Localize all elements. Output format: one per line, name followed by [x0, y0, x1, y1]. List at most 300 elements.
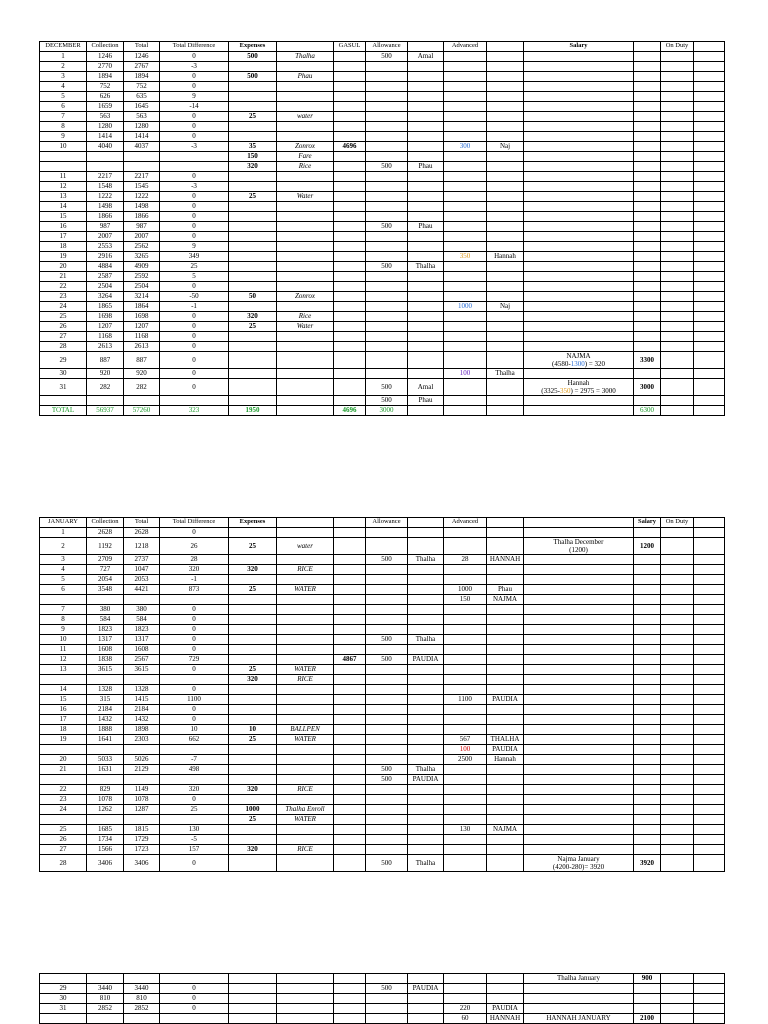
cell-allowance-amount: [366, 795, 408, 805]
cell-day: [40, 745, 87, 755]
cell-advanced-amount: [444, 262, 487, 272]
cell-expense-desc: water: [277, 538, 334, 555]
cell-on-duty: [661, 745, 694, 755]
cell-allowance-name: [408, 1004, 444, 1014]
cell-salary-desc: [524, 172, 634, 182]
cell-day: 17: [40, 232, 87, 242]
header-collection: Collection: [87, 42, 124, 52]
cell-advanced-name: [487, 406, 524, 416]
cell-gasul: [334, 795, 366, 805]
cell-total-difference: 0: [160, 112, 229, 122]
cell-salary-amount: [634, 695, 661, 705]
cell-advanced-name: [487, 52, 524, 62]
cell-total: 1047: [124, 565, 160, 575]
cell-expense-amount: [229, 342, 277, 352]
cell-expense-amount: [229, 635, 277, 645]
cell-extra: [694, 994, 725, 1004]
cell-expense-desc: [277, 605, 334, 615]
cell-salary-amount: [634, 192, 661, 202]
cell-on-duty: [661, 102, 694, 112]
cell-salary-desc: [524, 212, 634, 222]
cell-extra: [694, 242, 725, 252]
cell-allowance-name: [408, 122, 444, 132]
cell-salary-desc: [524, 615, 634, 625]
header-expense-amount: Expenses: [229, 518, 277, 528]
cell-extra: [694, 755, 725, 765]
cell-on-duty: [661, 705, 694, 715]
cell-expense-amount: [229, 755, 277, 765]
cell-allowance-name: [408, 665, 444, 675]
cell-total: 584: [124, 615, 160, 625]
cell-salary-amount: [634, 984, 661, 994]
cell-allowance-name: [408, 715, 444, 725]
cell-day: 23: [40, 795, 87, 805]
cell-extra: [694, 332, 725, 342]
cell-allowance-amount: [366, 369, 408, 379]
cell-advanced-amount: 1000: [444, 302, 487, 312]
cell-total-difference: -50: [160, 292, 229, 302]
cell-total: 2053: [124, 575, 160, 585]
cell-day: 22: [40, 282, 87, 292]
cell-salary-amount: [634, 122, 661, 132]
cell-expense-amount: [229, 62, 277, 72]
cell-expense-desc: [277, 705, 334, 715]
cell-extra: [694, 152, 725, 162]
cell-gasul: [334, 645, 366, 655]
cell-expense-desc: [277, 332, 334, 342]
cell-total-difference: [160, 396, 229, 406]
cell-on-duty: [661, 855, 694, 872]
cell-salary-amount: [634, 765, 661, 775]
cell-expense-amount: 320: [229, 312, 277, 322]
cell-allowance-amount: [366, 974, 408, 984]
cell-salary-desc: [524, 645, 634, 655]
table-row: [40, 252, 725, 262]
cell-allowance-amount: 500: [366, 379, 408, 396]
cell-collection: 2553: [87, 242, 124, 252]
cell-salary-amount: [634, 182, 661, 192]
cell-day: 29: [40, 984, 87, 994]
cell-total-difference: 0: [160, 352, 229, 369]
cell-total-difference: 0: [160, 232, 229, 242]
cell-salary-amount: [634, 585, 661, 595]
cell-gasul: [334, 369, 366, 379]
cell-allowance-amount: [366, 322, 408, 332]
cell-advanced-amount: [444, 615, 487, 625]
cell-expense-amount: [229, 182, 277, 192]
cell-allowance-name: [408, 192, 444, 202]
cell-salary-desc: [524, 745, 634, 755]
cell-total: 1222: [124, 192, 160, 202]
salary-formula-pre: (4580-: [552, 360, 571, 369]
cell-expense-desc: [277, 755, 334, 765]
cell-allowance-amount: [366, 192, 408, 202]
cell-on-duty: [661, 82, 694, 92]
cell-advanced-amount: [444, 202, 487, 212]
cell-collection: 5033: [87, 755, 124, 765]
cell-expense-amount: [229, 302, 277, 312]
cell-allowance-name: [408, 282, 444, 292]
cell-total: 2303: [124, 735, 160, 745]
cell-gasul: [334, 322, 366, 332]
cell-day: 26: [40, 322, 87, 332]
cell-collection: 56937: [87, 406, 124, 416]
header-allowance-name: [408, 518, 444, 528]
cell-advanced-name: [487, 625, 524, 635]
cell-salary-amount: [634, 92, 661, 102]
cell-on-duty: [661, 212, 694, 222]
cell-salary-desc: [524, 112, 634, 122]
cell-collection: 2587: [87, 272, 124, 282]
header-allowance-amount: Allowance: [366, 518, 408, 528]
cell-total: 1608: [124, 645, 160, 655]
cell-total: [124, 745, 160, 755]
cell-allowance-amount: [366, 528, 408, 538]
cell-gasul: [334, 379, 366, 396]
cell-day: 20: [40, 262, 87, 272]
cell-collection: 1498: [87, 202, 124, 212]
table-row: [40, 755, 725, 765]
cell-day: 7: [40, 605, 87, 615]
cell-total: 4421: [124, 585, 160, 595]
cell-day: 18: [40, 242, 87, 252]
table-row: [40, 835, 725, 845]
cell-gasul: [334, 172, 366, 182]
cell-expense-amount: [229, 396, 277, 406]
cell-allowance-amount: [366, 725, 408, 735]
cell-salary-desc: [524, 142, 634, 152]
cell-salary-desc: [524, 122, 634, 132]
cell-total-difference: 0: [160, 332, 229, 342]
cell-gasul: [334, 585, 366, 595]
salary-formula-mid: 1300: [570, 360, 585, 369]
cell-gasul: [334, 528, 366, 538]
table-row: [40, 585, 725, 595]
cell-allowance-name: [408, 615, 444, 625]
cell-extra: [694, 695, 725, 705]
cell-salary-desc: [524, 192, 634, 202]
cell-salary-amount: [634, 645, 661, 655]
table-row: [40, 675, 725, 685]
cell-on-duty: [661, 815, 694, 825]
cell-gasul: [334, 92, 366, 102]
cell-advanced-amount: [444, 805, 487, 815]
cell-expense-amount: 25: [229, 322, 277, 332]
cell-expense-desc: [277, 82, 334, 92]
cell-collection: 1866: [87, 212, 124, 222]
header-salary-desc: Salary: [524, 42, 634, 52]
cell-advanced-name: Hannah: [487, 755, 524, 765]
cell-extra: [694, 282, 725, 292]
cell-allowance-amount: [366, 1004, 408, 1014]
cell-day: 11: [40, 172, 87, 182]
cell-extra: [694, 575, 725, 585]
cell-advanced-name: [487, 715, 524, 725]
cell-total: 3406: [124, 855, 160, 872]
cell-allowance-amount: [366, 675, 408, 685]
cell-salary-desc: [524, 242, 634, 252]
cell-gasul: [334, 232, 366, 242]
cell-on-duty: [661, 605, 694, 615]
cell-allowance-name: [408, 322, 444, 332]
cell-salary-amount: [634, 775, 661, 785]
cell-day: 20: [40, 755, 87, 765]
cell-gasul: [334, 342, 366, 352]
cell-salary-desc: [524, 605, 634, 615]
cell-gasul: [334, 102, 366, 112]
cell-collection: 987: [87, 222, 124, 232]
cell-allowance-name: [408, 585, 444, 595]
cell-salary-amount: [634, 102, 661, 112]
cell-extra: [694, 645, 725, 655]
cell-expense-amount: [229, 835, 277, 845]
cell-total-difference: 0: [160, 342, 229, 352]
table-row: [40, 302, 725, 312]
cell-advanced-amount: [444, 82, 487, 92]
cell-advanced-name: [487, 805, 524, 815]
cell-total-difference: 25: [160, 262, 229, 272]
cell-extra: [694, 262, 725, 272]
cell-collection: 1078: [87, 795, 124, 805]
cell-allowance-name: [408, 795, 444, 805]
cell-allowance-amount: [366, 232, 408, 242]
cell-advanced-name: [487, 994, 524, 1004]
cell-collection: 1894: [87, 72, 124, 82]
cell-day: 27: [40, 332, 87, 342]
cell-total: 635: [124, 92, 160, 102]
cell-gasul: [334, 302, 366, 312]
january-ledger-table: [39, 517, 725, 872]
cell-allowance-name: [408, 62, 444, 72]
cell-total-difference: 0: [160, 52, 229, 62]
cell-total: 2504: [124, 282, 160, 292]
cell-advanced-amount: [444, 665, 487, 675]
cell-extra: [694, 555, 725, 565]
cell-expense-desc: [277, 102, 334, 112]
cell-salary-desc: [524, 396, 634, 406]
cell-expense-desc: [277, 765, 334, 775]
cell-allowance-name: [408, 675, 444, 685]
cell-day: 19: [40, 252, 87, 262]
cell-total-difference: 320: [160, 785, 229, 795]
cell-expense-amount: [229, 795, 277, 805]
cell-on-duty: [661, 845, 694, 855]
cell-salary-amount: [634, 605, 661, 615]
cell-extra: [694, 406, 725, 416]
cell-salary-desc: [524, 406, 634, 416]
cell-allowance-name: Phau: [408, 222, 444, 232]
cell-on-duty: [661, 272, 694, 282]
cell-expense-desc: [277, 655, 334, 665]
cell-allowance-amount: [366, 122, 408, 132]
table-row: [40, 665, 725, 675]
cell-advanced-name: [487, 705, 524, 715]
cell-salary-desc: Thalha January: [524, 974, 634, 984]
cell-on-duty: [661, 282, 694, 292]
cell-total: 1866: [124, 212, 160, 222]
cell-extra: [694, 615, 725, 625]
table-row: [40, 212, 725, 222]
header-advanced-amount: Advanced: [444, 518, 487, 528]
cell-day: 30: [40, 994, 87, 1004]
cell-day: 4: [40, 565, 87, 575]
cell-day: [40, 815, 87, 825]
cell-advanced-name: THALHA: [487, 735, 524, 745]
cell-advanced-name: [487, 192, 524, 202]
cell-allowance-name: PAUDIA: [408, 775, 444, 785]
cell-expense-desc: Zonrox: [277, 142, 334, 152]
cell-extra: [694, 379, 725, 396]
cell-salary-desc: [524, 595, 634, 605]
table-row: [40, 142, 725, 152]
cell-total-difference: 25: [160, 805, 229, 815]
cell-collection: 2770: [87, 62, 124, 72]
cell-total-difference: 157: [160, 845, 229, 855]
cell-gasul: [334, 665, 366, 675]
cell-expense-desc: [277, 182, 334, 192]
salary-formula-mid: 350: [559, 387, 571, 396]
header-extra: [694, 518, 725, 528]
cell-expense-desc: water: [277, 112, 334, 122]
cell-total-difference: 0: [160, 312, 229, 322]
cell-collection: 1685: [87, 825, 124, 835]
cell-day: 5: [40, 575, 87, 585]
cell-allowance-name: [408, 202, 444, 212]
table-row: [40, 292, 725, 302]
cell-extra: [694, 352, 725, 369]
cell-expense-amount: [229, 252, 277, 262]
cell-extra: [694, 1004, 725, 1014]
cell-allowance-name: Thalha: [408, 765, 444, 775]
cell-expense-amount: 500: [229, 72, 277, 82]
cell-advanced-name: [487, 685, 524, 695]
cell-expense-desc: [277, 615, 334, 625]
cell-extra: [694, 528, 725, 538]
table-row: [40, 112, 725, 122]
cell-expense-amount: 320: [229, 162, 277, 172]
cell-salary-amount: [634, 342, 661, 352]
cell-expense-desc: [277, 272, 334, 282]
header-total: Total: [124, 42, 160, 52]
cell-advanced-amount: [444, 352, 487, 369]
table-row: [40, 369, 725, 379]
table-row: [40, 152, 725, 162]
cell-advanced-amount: [444, 222, 487, 232]
cell-salary-desc: [524, 538, 634, 555]
cell-allowance-name: [408, 695, 444, 705]
cell-collection: 810: [87, 994, 124, 1004]
cell-expense-desc: Phau: [277, 72, 334, 82]
cell-total-difference: 0: [160, 379, 229, 396]
cell-advanced-amount: [444, 152, 487, 162]
cell-expense-amount: 25: [229, 665, 277, 675]
cell-gasul: [334, 292, 366, 302]
cell-salary-desc: [524, 655, 634, 665]
cell-total-difference: 9: [160, 92, 229, 102]
cell-expense-desc: [277, 342, 334, 352]
cell-total-difference: 0: [160, 645, 229, 655]
cell-extra: [694, 855, 725, 872]
cell-advanced-name: Thalha: [487, 369, 524, 379]
header-salary-amount: Salary: [634, 518, 661, 528]
cell-advanced-name: HANNAH: [487, 1014, 524, 1024]
cell-salary-amount: [634, 302, 661, 312]
cell-on-duty: [661, 825, 694, 835]
cell-day: 28: [40, 855, 87, 872]
cell-total-difference: 130: [160, 825, 229, 835]
cell-gasul: [334, 272, 366, 282]
cell-total: 1207: [124, 322, 160, 332]
cell-gasul: [334, 715, 366, 725]
cell-advanced-name: [487, 342, 524, 352]
cell-allowance-amount: [366, 605, 408, 615]
cell-salary-desc: [524, 272, 634, 282]
cell-on-duty: [661, 565, 694, 575]
cell-day: 15: [40, 695, 87, 705]
cell-on-duty: [661, 312, 694, 322]
cell-salary-desc: [524, 775, 634, 785]
cell-salary-amount: [634, 242, 661, 252]
cell-advanced-amount: [444, 835, 487, 845]
cell-advanced-amount: [444, 625, 487, 635]
cell-total: 2567: [124, 655, 160, 665]
cell-advanced-amount: [444, 715, 487, 725]
cell-extra: [694, 122, 725, 132]
cell-advanced-amount: [444, 685, 487, 695]
cell-advanced-name: [487, 615, 524, 625]
cell-salary-desc: [524, 202, 634, 212]
table-row: [40, 1004, 725, 1014]
cell-gasul: [334, 565, 366, 575]
cell-advanced-amount: [444, 565, 487, 575]
cell-collection: 2613: [87, 342, 124, 352]
table-row: [40, 765, 725, 775]
table-row: [40, 655, 725, 665]
cell-allowance-name: [408, 292, 444, 302]
cell-gasul: [334, 805, 366, 815]
header-advanced-amount: Advanced: [444, 42, 487, 52]
cell-salary-amount: [634, 112, 661, 122]
cell-allowance-name: [408, 845, 444, 855]
cell-expense-amount: [229, 1004, 277, 1014]
cell-total-difference: 0: [160, 132, 229, 142]
cell-total-difference: 0: [160, 222, 229, 232]
cell-day: 9: [40, 625, 87, 635]
cell-salary-amount: 900: [634, 974, 661, 984]
cell-allowance-name: [408, 332, 444, 342]
cell-day: 8: [40, 122, 87, 132]
cell-extra: [694, 765, 725, 775]
cell-salary-amount: [634, 1004, 661, 1014]
cell-day: 13: [40, 192, 87, 202]
cell-extra: [694, 1014, 725, 1024]
cell-total: 2007: [124, 232, 160, 242]
cell-expense-amount: [229, 775, 277, 785]
cell-extra: [694, 212, 725, 222]
cell-extra: [694, 312, 725, 322]
cell-total: 2129: [124, 765, 160, 775]
cell-advanced-name: [487, 162, 524, 172]
cell-gasul: [334, 82, 366, 92]
cell-total: [124, 675, 160, 685]
cell-collection: 1317: [87, 635, 124, 645]
cell-advanced-name: [487, 212, 524, 222]
cell-salary-amount: [634, 565, 661, 575]
cell-allowance-name: [408, 565, 444, 575]
table-row: [40, 202, 725, 212]
table-row: [40, 528, 725, 538]
cell-expense-desc: [277, 406, 334, 416]
